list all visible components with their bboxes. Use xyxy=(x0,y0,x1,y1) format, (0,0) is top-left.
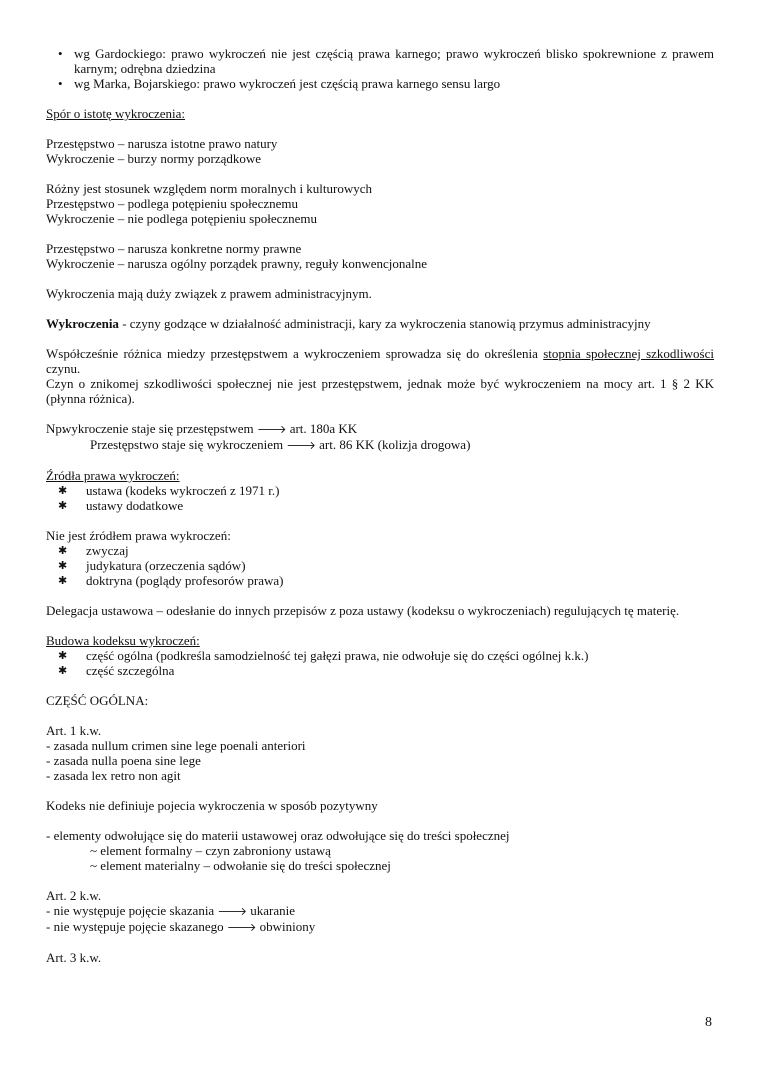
bullet-text: wg Gardockiego: prawo wykroczeń nie jest częścią prawa karnego; prawo wykroczeń blisko spokrewnione z prawem karnym; odrębna dziedzina xyxy=(74,46,714,76)
asterisk-bullet-icon: ✱ xyxy=(58,649,68,662)
asterisk-bullet-icon: ✱ xyxy=(58,664,68,677)
arrow-right-icon: 🡒 xyxy=(226,921,257,934)
bullet-dot-icon: • xyxy=(58,76,63,91)
list-item xyxy=(46,663,714,678)
section-heading: Budowa kodeksu wykroczeń: xyxy=(46,633,200,648)
page-content xyxy=(46,46,714,965)
list-text: ustawy dodatkowe xyxy=(86,498,184,513)
text-span: - nie występuje pojęcie skazania xyxy=(46,903,215,918)
list-item xyxy=(46,498,714,513)
bullet-item xyxy=(46,46,714,76)
text-line: ~ element materialny – odwołanie się do treści społecznej xyxy=(90,858,391,873)
text-line: - zasada lex retro non agit xyxy=(46,768,181,783)
text-line: Przestępstwo – podlega potępieniu społecznemu xyxy=(46,196,298,211)
text-line: - elementy odwołujące się do materii ustawowej oraz odwołujące się do treści społecznej xyxy=(46,828,510,843)
list-item xyxy=(46,483,714,498)
delegation-paragraph: Delegacja ustawowa – odesłanie do innych przepisów z poza ustawy (kodeksu o wykroczeniach) regulujących tę materię. xyxy=(46,603,680,618)
text-line xyxy=(46,903,714,919)
example-reference: art. 180a KK xyxy=(289,421,358,436)
section-heading: Spór o istotę wykroczenia: xyxy=(46,106,185,121)
example-line xyxy=(46,421,714,437)
example-reference: art. 86 KK (kolizja drogowa) xyxy=(319,437,471,452)
definition-term: Wykroczenia xyxy=(46,316,119,331)
example-label: Np. xyxy=(46,421,66,436)
definition-text: - czyny godzące w działalność administracji, kary za wykroczenia stanowią przymus administracyjny xyxy=(118,316,651,331)
list-item xyxy=(46,543,714,558)
asterisk-bullet-icon: ✱ xyxy=(58,484,68,497)
text-line: ~ element formalny – czyn zabroniony ustawą xyxy=(90,843,331,858)
text-span: Współcześnie różnica miedzy przestępstwem a wykroczeniem sprowadza się do określenia xyxy=(46,346,544,361)
text-line: Kodeks nie definiuje pojecia wykroczenia w sposób pozytywny xyxy=(46,798,378,813)
text-line: Przestępstwo – narusza konkretne normy prawne xyxy=(46,241,302,256)
list-text: ustawa (kodeks wykroczeń z 1971 r.) xyxy=(86,483,280,498)
list-text: część szczególna xyxy=(86,663,175,678)
example-text: Przestępstwo staje się wykroczeniem xyxy=(90,437,284,452)
list-item xyxy=(46,573,714,588)
bullet-item xyxy=(46,76,714,91)
text-line: Wykroczenie – burzy normy porządkowe xyxy=(46,151,262,166)
text-span: ukaranie xyxy=(250,903,295,918)
section-heading: Źródła prawa wykroczeń: xyxy=(46,468,180,483)
underlined-term: stopnia społecznej szkodliwości xyxy=(543,346,714,361)
text-line: Różny jest stosunek względem norm moralnych i kulturowych xyxy=(46,181,373,196)
arrow-right-icon: 🡒 xyxy=(217,905,247,918)
text-line: Wykroczenie – narusza ogólny porządek prawny, reguły konwencjonalne xyxy=(46,256,428,271)
asterisk-bullet-icon: ✱ xyxy=(58,559,68,572)
text-line: Przestępstwo – narusza istotne prawo natury xyxy=(46,136,278,151)
example-text: wykroczenie staje się przestępstwem xyxy=(62,421,254,436)
article-title: Art. 2 k.w. xyxy=(46,888,102,903)
list-text: judykatura (orzeczenia sądów) xyxy=(86,558,246,573)
asterisk-bullet-icon: ✱ xyxy=(58,544,68,557)
list-item xyxy=(46,648,714,663)
example-line xyxy=(46,437,714,453)
article-title: Art. 1 k.w. xyxy=(46,723,102,738)
article-title: Art. 3 k.w. xyxy=(46,950,102,965)
arrow-right-icon: 🡒 xyxy=(256,423,287,436)
section-heading: CZĘŚĆ OGÓLNA: xyxy=(46,693,149,708)
text-span: - nie występuje pojęcie skazanego xyxy=(46,919,224,934)
text-span: obwiniony xyxy=(259,919,316,934)
bullet-text: wg Marka, Bojarskiego: prawo wykroczeń jest częścią prawa karnego sensu largo xyxy=(74,76,501,91)
list-text: zwyczaj xyxy=(86,543,129,558)
list-text: część ogólna (podkreśla samodzielność tej gałęzi prawa, nie odwołuje się do części ogólnej k.k.) xyxy=(86,648,589,663)
list-item xyxy=(46,558,714,573)
insignificant-paragraph: Czyn o znikomej szkodliwości społecznej nie jest przestępstwem, jednak może być wykroczeniem na mocy art. 1 § 2 KK (płynna różnica). xyxy=(46,376,714,406)
text-line xyxy=(46,919,714,935)
text-span: czynu. xyxy=(46,361,81,376)
bullet-dot-icon: • xyxy=(58,46,63,61)
asterisk-bullet-icon: ✱ xyxy=(58,574,68,587)
text-line: Wykroczenie – nie podlega potępieniu społecznemu xyxy=(46,211,318,226)
list-text: doktryna (poglądy profesorów prawa) xyxy=(86,573,284,588)
section-heading: Nie jest źródłem prawa wykroczeń: xyxy=(46,528,231,543)
text-line: Wykroczenia mają duży związek z prawem administracyjnym. xyxy=(46,286,372,301)
text-line: - zasada nulla poena sine lege xyxy=(46,753,201,768)
example-content xyxy=(62,421,357,437)
arrow-right-icon: 🡒 xyxy=(286,439,316,452)
page-number: 8 xyxy=(705,1015,712,1030)
asterisk-bullet-icon: ✱ xyxy=(58,499,68,512)
definition-paragraph xyxy=(46,316,714,331)
text-line: - zasada nullum crimen sine lege poenali anteriori xyxy=(46,738,306,753)
modern-difference-paragraph xyxy=(46,346,714,376)
